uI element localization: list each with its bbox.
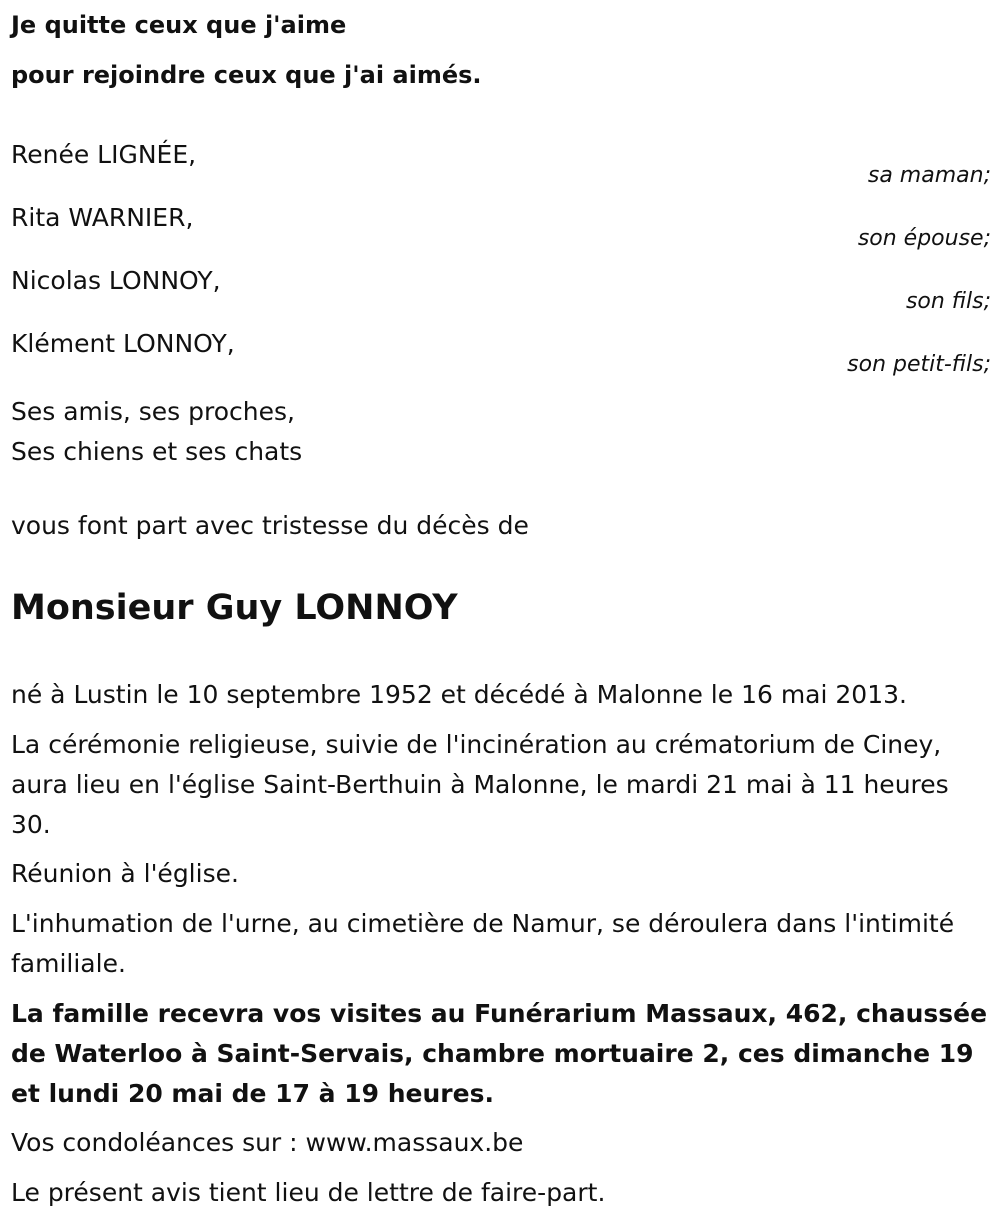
family-member — [11, 203, 991, 263]
others-block — [11, 392, 302, 472]
burial-info: L'inhumation de l'urne, au cimetière de Namur, se déroulera dans l'intimité familiale. — [11, 909, 955, 978]
announcement-intro: vous font part avec tristesse du décès de — [11, 511, 529, 540]
others-line-1: Ses amis, ses proches, — [11, 397, 295, 426]
deceased-name: Monsieur Guy LONNOY — [11, 588, 458, 628]
others-line-2: Ses chiens et ses chats — [11, 437, 303, 466]
family-member — [11, 140, 991, 200]
condolences-info: Vos condoléances sur : www.massaux.be — [11, 1128, 524, 1157]
ceremony-info: La cérémonie religieuse, suivie de l'incinération au crématorium de Ciney, aura lieu en l'église Saint-Berthuin à Malonne, le mardi 21 mai à 11 heures 30. — [11, 730, 949, 839]
family-member-name: Nicolas LONNOY, — [11, 266, 221, 295]
family-member-relation: son petit-fils; — [847, 352, 991, 377]
family-member — [11, 266, 991, 326]
family-member-relation: sa maman; — [867, 163, 991, 188]
verse-line-1: Je quitte ceux que j'aime — [11, 11, 347, 39]
family-member-relation: son épouse; — [857, 226, 991, 251]
family-member-name: Klément LONNOY, — [11, 329, 235, 358]
meeting-info: Réunion à l'église. — [11, 859, 239, 888]
family-member-name: Rita WARNIER, — [11, 203, 194, 232]
verse-line-2: pour rejoindre ceux que j'ai aimés. — [11, 61, 482, 89]
birth-death-info: né à Lustin le 10 septembre 1952 et décédé à Malonne le 16 mai 2013. — [11, 680, 907, 709]
family-member-name: Renée LIGNÉE, — [11, 140, 197, 169]
notice-footer: Le présent avis tient lieu de lettre de faire-part. — [11, 1178, 606, 1207]
visits-info: La famille recevra vos visites au Funérarium Massaux, 462, chaussée de Waterloo à Saint-Servais, chambre mortuaire 2, ces dimanche 19 et lundi 20 mai de 17 à 19 heures. — [11, 999, 988, 1108]
family-member-relation: son fils; — [905, 289, 991, 314]
family-member — [11, 329, 991, 389]
